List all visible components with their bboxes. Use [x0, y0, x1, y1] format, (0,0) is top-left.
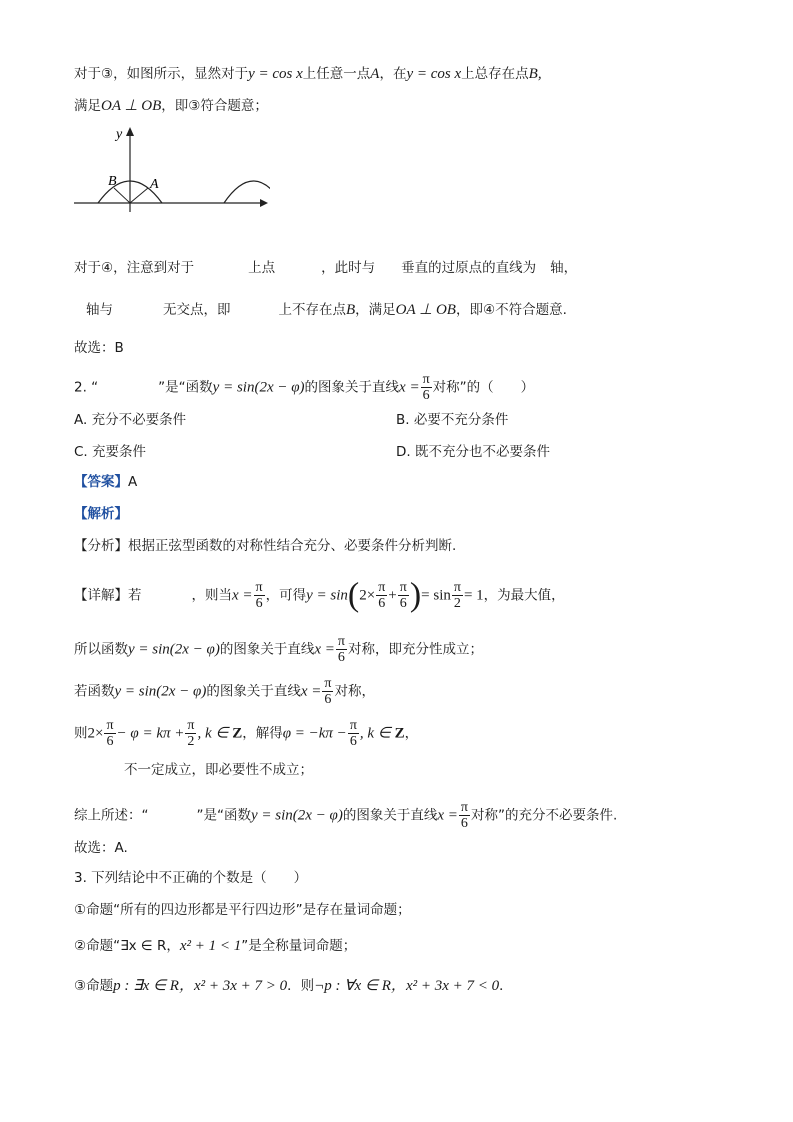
cosine-figure — [70, 122, 270, 214]
detail-tag: 【详解】 — [74, 587, 128, 604]
text: ，即④不符合题意. — [455, 302, 567, 318]
question-3-title: 3. 下列结论中不正确的个数是（ ） — [74, 870, 308, 886]
para-4-line1 — [74, 258, 577, 278]
text: 轴， — [550, 260, 578, 276]
option-A: A. 充分不必要条件 — [74, 412, 187, 428]
y-axis-arrow — [126, 127, 134, 136]
text: 满足 — [74, 98, 101, 114]
analysis-heading — [74, 504, 128, 524]
x-axis-arrow — [260, 199, 268, 207]
selection-2: 故选：A. — [74, 840, 128, 856]
para-3-line1 — [74, 64, 542, 84]
math-perp: OA ⊥ OB — [101, 98, 162, 114]
point-B: B — [346, 302, 356, 318]
text: 的图象关于直线 — [304, 379, 400, 396]
text: 对于③，如图所示，显然对于 — [74, 66, 249, 82]
cos-arch-right — [224, 181, 270, 203]
point-B: B, — [528, 66, 542, 82]
detail-line1: 【详解】若 ，则当x = $\frac{\pi}{6}$ ，可得y = sin(2× $\frac{\pi}{6}$ + $\frac{\pi}{6}$ )= sin $\frac{\pi}{2}$ = 1，为最大值， — [74, 576, 565, 614]
text: 对于④，注意到对于 — [74, 260, 195, 276]
math-x: x = — [399, 379, 420, 396]
text: ，此时与 — [321, 260, 376, 276]
text: 2. “ — [74, 379, 99, 396]
detail-line4: 则2× $\frac{\pi}{6}$ − φ = kπ + $\frac{\pi}{2}$ , k ∈ Z，解得φ = −kπ − $\frac{\pi}{6}$ , k ∈ Z， — [74, 718, 419, 749]
fraction-pi-6: $\frac{\pi}{6}$ — [422, 372, 430, 403]
answer-line — [74, 472, 137, 492]
text: 上总存在点 — [461, 66, 529, 82]
label-B: B — [108, 174, 117, 189]
statement-3: ③命题p : ∃x ∈ R，x² + 3x + 7 > 0．则¬p : ∀x ∈ R，x² + 3x + 7 < 0． — [74, 978, 513, 994]
text: 上不存在点 — [278, 302, 346, 318]
detail-line6: 综上所述：“ ”是“函数y = sin(2x − φ)的图象关于直线x = $\frac{\pi}{6}$ 对称”的充分不必要条件. — [74, 800, 618, 831]
text: ”是“函数 — [158, 379, 213, 396]
answer-value: A — [128, 474, 138, 490]
text: 轴与 — [86, 302, 113, 318]
fraction-pi-6: $\frac{\pi}{6}$ — [255, 580, 263, 611]
statement-1: ①命题“所有的四边形都是平行四边形”是存在量词命题； — [74, 902, 411, 918]
fenxi-tag: 【分析】 — [74, 538, 128, 554]
math-y-cosx: y = cos x — [248, 66, 303, 82]
option-C: C. 充要条件 — [74, 444, 147, 460]
text: 无交点，即 — [163, 302, 231, 318]
analysis-tag: 【解析】 — [74, 506, 128, 522]
text: 垂直的过原点的直线为 — [401, 260, 537, 276]
math-perp: OA ⊥ OB — [395, 302, 456, 318]
detail-line5: 不一定成立，即必要性不成立； — [124, 762, 313, 778]
option-B: B. 必要不充分条件 — [396, 412, 509, 428]
label-A: A — [150, 177, 159, 192]
segment-OB — [114, 188, 130, 203]
option-D: D. 既不充分也不必要条件 — [396, 444, 550, 460]
detail-line2: 所以函数y = sin(2x − φ)的图象关于直线x = $\frac{\pi}{6}$ 对称，即充分性成立； — [74, 634, 483, 665]
text: 上点 — [248, 260, 276, 276]
fenxi-line — [74, 536, 456, 556]
answer-tag: 【答案】 — [74, 474, 128, 490]
segment-OA — [130, 188, 148, 203]
text: 对称”的（ ） — [432, 379, 535, 396]
y-label: y — [116, 127, 123, 142]
point-A: A — [370, 66, 380, 82]
fenxi-text: 根据正弦型函数的对称性结合充分、必要条件分析判断. — [128, 538, 457, 554]
math-func: y = sin(2x − φ) — [212, 379, 305, 396]
question-2 — [74, 372, 534, 403]
detail-line3: 若函数y = sin(2x − φ)的图象关于直线x = $\frac{\pi}{6}$ 对称， — [74, 676, 375, 707]
para-3-line2 — [74, 96, 268, 116]
text: 上任意一点 — [302, 66, 371, 82]
statement-2: ②命题“∃x ∈ R，x² + 1 < 1”是全称量词命题； — [74, 938, 357, 954]
text: ，即③符合题意； — [161, 98, 268, 114]
text: ，在 — [379, 66, 407, 82]
para-4-line2 — [86, 300, 567, 320]
selection-1: 故选：B — [74, 340, 124, 356]
text: ，满足 — [355, 302, 396, 318]
math-y-cosx: y = cos x — [406, 66, 462, 82]
